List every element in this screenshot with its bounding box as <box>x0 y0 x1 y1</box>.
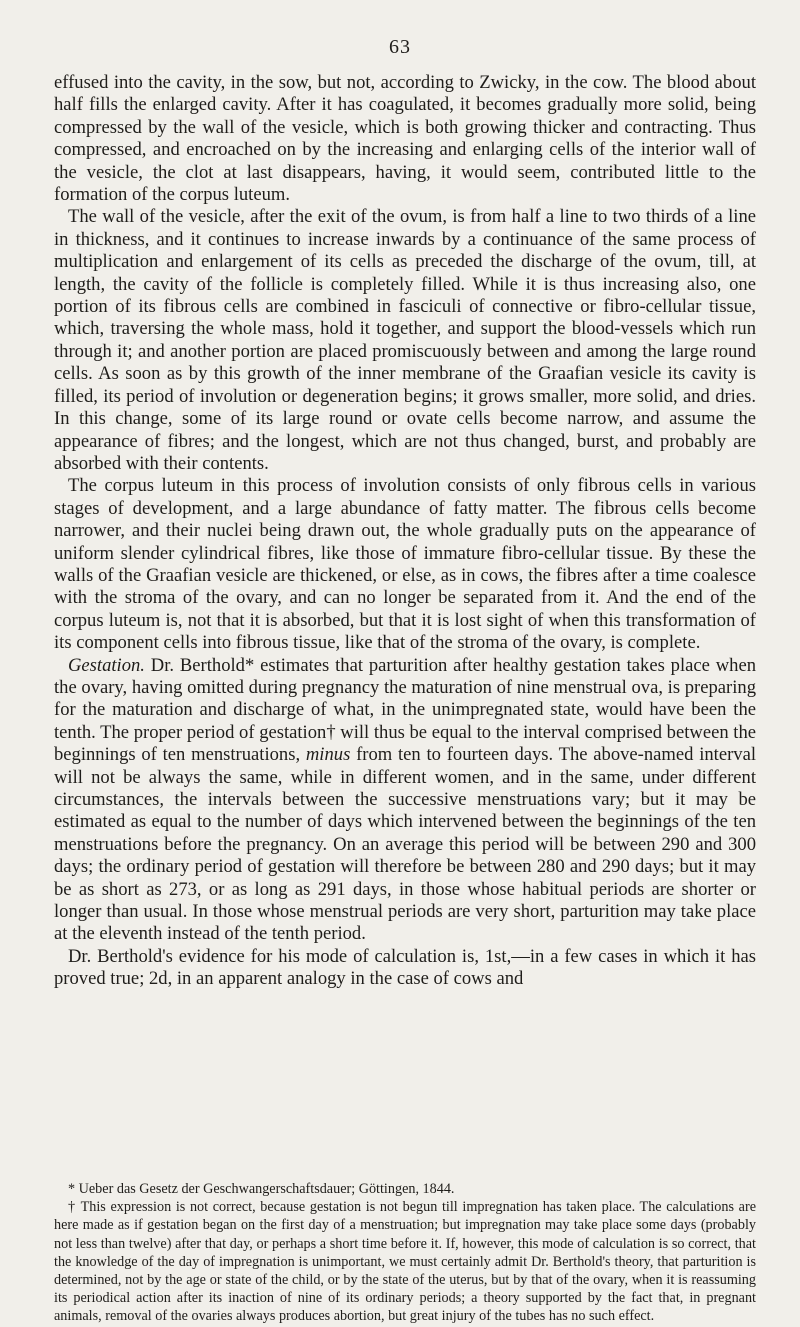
gestation-text-a: Dr. Berthold* estimates that parturition after healthy gestation takes place when the ovary, having omitted during pregnancy the maturation of nine menstrual ova, is preparing for the maturation and discharge of what, in the unimpregnated state, would have been the tenth. The proper period of gestation† will thus be equal to the interval comprised between the beginnings of ten menstruations, <box>54 654 756 766</box>
minus-italic: minus <box>305 744 351 766</box>
paragraph-corpus-luteum-clot: effused into the cavity, in the sow, but not, according to Zwicky, in the cow. The blood about half fills the enlarged cavity. After it has coagulated, it becomes gradually more solid, being compressed by the wall of the vesicle, which is both growing thicker and contracting. Thus compressed, and encroached on by the increasing and enlarging cells of the interior wall of the vesicle, the clot at last disappears, having, it would seem, contributed little to the formation of the corpus luteum. <box>54 72 756 206</box>
footnote-dagger: † This expression is not correct, because gestation is not begun till impregnation has taken place. The calculations are here made as if gestation began on the first day of a menstruation; but impregnation may take place some days (probably not less than twelve) after that day, or perhaps a short time before it. If, however, this mode of calculation is so correct, that the knowledge of the day of impregnation is unimportant, we must certainly admit Dr. Berthold's theory, that parturition is determined, not by the age or state of the child, or by the state of the uterus, but by that of the ovary, when it is reassuming its periodical action after its inaction of nine of its ordinary periods; a theory supported by the fact that, in pregnant animals, removal of the ovaries always produces abortion, but great injury of the tubes has no such effect. <box>54 1199 756 1325</box>
gestation-heading: Gestation. <box>68 654 145 676</box>
paragraph-gestation <box>54 655 756 946</box>
paragraph-vesicle-wall: The wall of the vesicle, after the exit of the ovum, is from half a line to two thirds of a line in thickness, and it continues to increase inwards by a continuance of the same process of multiplication and enlargement of its cells as preceded the discharge of the ovum, till, at length, the cavity of the follicle is completely filled. While it is thus increasing also, one portion of its fibrous cells are combined in fasciculi of connective or fibro-cellular tissue, which, traversing the whole mass, hold it together, and support the blood-vessels which run through it; and another portion are placed promiscuously between and among the large round cells. As soon as by this growth of the inner membrane of the Graafian vesicle its cavity is filled, its period of involution or degeneration begins; it grows smaller, more solid, and dries. In this change, some of its large round or ovate cells become narrow, and assume the appearance of fibres; and the longest, which are not thus changed, burst, and probably are absorbed with their contents. <box>54 206 756 474</box>
main-text <box>54 72 756 991</box>
paragraph-involution: The corpus luteum in this process of involution consists of only fibrous cells in various stages of development, and a large abundance of fatty matter. The fibrous cells become narrower, and their nuclei being drawn out, the whole gradually puts on the appearance of uniform slender cylindrical fibres, like those of immature fibro-cellular tissue. By these the walls of the Graafian vesicle are thickened, or else, as in cows, the fibres after a time coalesce with the stroma of the ovary, and can no longer be separated from it. And the end of the corpus luteum is, not that it is absorbed, but that it is lost sight of when this transformation of its component cells into fibrous tissue, like that of the stroma of the ovary, is complete. <box>54 475 756 654</box>
footnotes <box>54 1180 756 1326</box>
page-number: 63 <box>389 36 411 58</box>
gestation-text-b: from ten to fourteen days. The above-named interval will not be always the same, while in different women, and in the same, under different circumstances, the intervals between the successive menstruations vary; but it may be estimated as equal to the number of days which intervened between the beginnings of the ten menstruations before the pregnancy. On an average this period will be between 290 and 300 days; the ordinary period of gestation will therefore be between 280 and 290 days; but it may be as short as 273, or as long as 291 days, in those whose habitual periods are shorter or longer than usual. In those whose menstrual periods are very short, parturition may take place at the eleventh instead of the tenth period. <box>54 744 756 945</box>
paragraph-berthold-evidence: Dr. Berthold's evidence for his mode of calculation is, 1st,—in a few cases in which it has proved true; 2d, in an apparent analogy in the case of cows and <box>54 945 756 990</box>
footnote-asterisk: * Ueber das Gesetz der Geschwangerschaftsdauer; Göttingen, 1844. <box>68 1181 455 1197</box>
